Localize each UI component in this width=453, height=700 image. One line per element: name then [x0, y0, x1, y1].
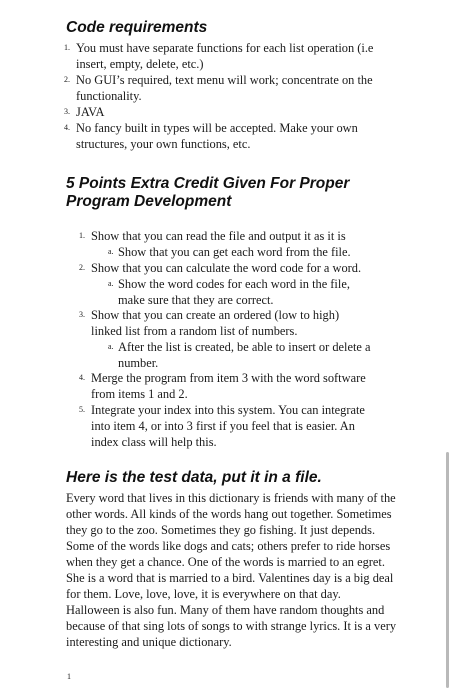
list-number: 1.: [64, 43, 70, 52]
list-number: 1.: [79, 231, 85, 240]
list-item: Show that you can calculate the word code for a word.: [91, 261, 362, 275]
list-item: Merge the program from item 3 with the word software from items 1 and 2.: [91, 371, 366, 401]
test-data-paragraph: Every word that lives in this dictionary is friends with many of the other words. All kinds of the words hang out together. Sometimes they go to the zoo. Sometimes they go fishing. It just depends. Some of the words like dogs and cats; others prefer to ride horses when they get a chance. One of the words is married to an egret. She is a word that is married to a bird. Valentines day is a big deal for them. Love, love, love, it is everywhere on that day. Halloween is also fun. Many of them have random thoughts and because of that sing lots of songs to with strange lyrics. It is a very interesting and unique dictionary.: [66, 491, 397, 649]
list-item: No GUI’s required, text menu will work; concentrate on the functionality.: [76, 73, 373, 103]
vertical-scrollbar[interactable]: [446, 452, 449, 688]
sub-list-letter: a.: [108, 279, 114, 288]
test-data-heading: Here is the test data, put it in a file.: [66, 469, 322, 486]
sub-list-letter: a.: [108, 342, 114, 351]
list-item: Integrate your index into this system. You can integrate into item 4, or into 3 first if you feel that is easier. An index class will help this.: [91, 403, 365, 449]
list-number: 3.: [64, 107, 70, 116]
list-item: JAVA: [76, 105, 105, 119]
list-item: No fancy built in types will be accepted. Make your own structures, your own functions, etc.: [76, 121, 358, 151]
page-number: 1: [67, 672, 71, 681]
list-item: You must have separate functions for each list operation (i.e insert, empty, delete, etc.): [76, 41, 374, 71]
list-item: Show that you can read the file and output it as it is: [91, 229, 346, 243]
sub-list-item: Show that you can get each word from the file.: [118, 245, 351, 259]
sub-list-item: After the list is created, be able to insert or delete a number.: [118, 340, 371, 370]
list-number: 4.: [79, 373, 85, 382]
list-item: Show that you can create an ordered (low to high) linked list from a random list of numbers.: [91, 308, 340, 338]
sub-list-item: Show the word codes for each word in the file, make sure that they are correct.: [118, 277, 350, 307]
extra-credit-heading-line2: Program Development: [66, 193, 232, 210]
extra-credit-heading-line1: 5 Points Extra Credit Given For Proper: [66, 175, 350, 192]
list-number: 3.: [79, 310, 85, 319]
list-number: 2.: [64, 75, 70, 84]
sub-list-letter: a.: [108, 247, 114, 256]
list-number: 2.: [79, 263, 85, 272]
list-number: 4.: [64, 123, 70, 132]
code-requirements-heading: Code requirements: [66, 19, 208, 36]
list-number: 5.: [79, 405, 85, 414]
